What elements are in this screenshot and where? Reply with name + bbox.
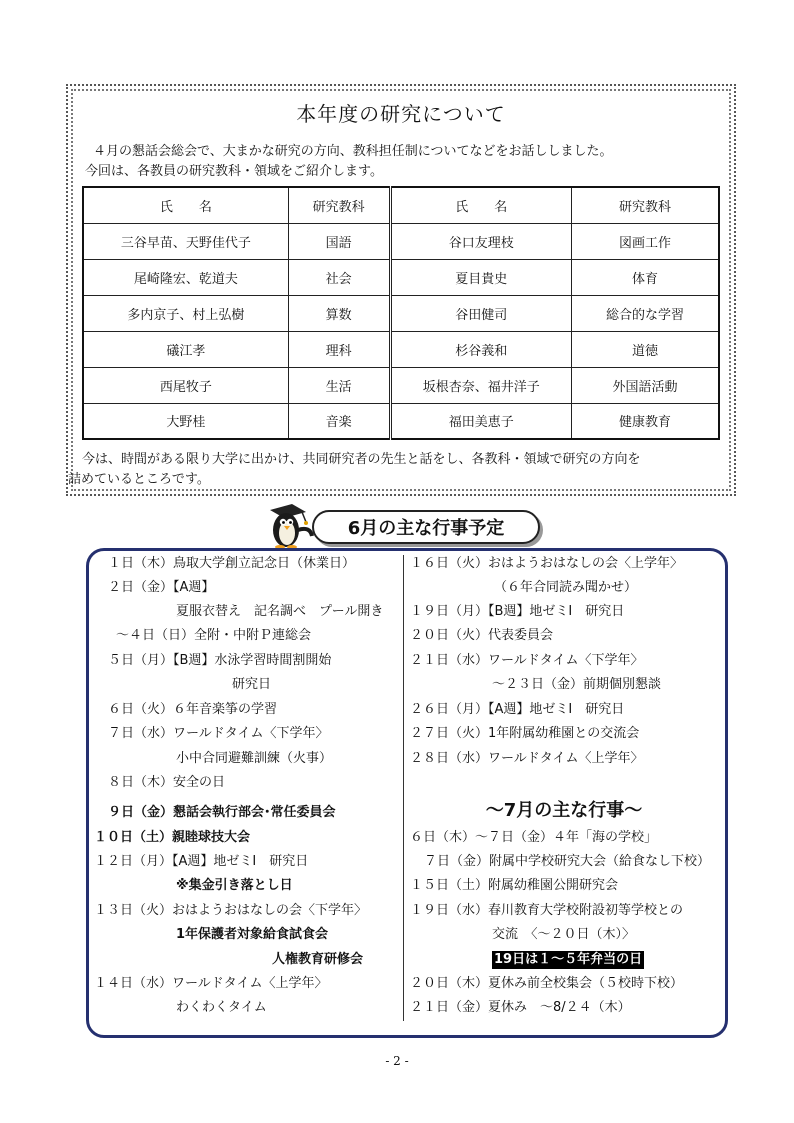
subject: 国語 — [288, 223, 390, 259]
event-item: ６日（木）～７日（金）４年「海の学校」 — [410, 830, 658, 845]
subject: 外国語活動 — [571, 367, 719, 403]
table-row — [83, 259, 719, 295]
event-item: １９日（水）春川教育大学校附設初等学校との — [410, 903, 684, 918]
event-item: １３日（火）おはようおはなしの会〈下学年〉 — [94, 903, 368, 918]
research-outro — [68, 450, 736, 490]
table-header-row — [83, 187, 719, 223]
teacher-name: 夏目貴史 — [390, 259, 571, 295]
research-outro-line1: 今は、時間がある限り大学に出かけ、共同研究者の先生と話をし、各教科・領域で研究の方向を — [82, 452, 641, 467]
research-table — [82, 186, 720, 440]
subject: 体育 — [571, 259, 719, 295]
event-item: ２０日（木）夏休み前全校集会（５校時下校） — [410, 976, 684, 991]
subject: 図画工作 — [571, 223, 719, 259]
table-row — [83, 295, 719, 331]
teacher-name: 坂根杏奈、福井洋子 — [390, 367, 571, 403]
subject: 音楽 — [288, 403, 390, 439]
event-item: ２０日（火）代表委員会 — [410, 628, 554, 643]
event-item: １５日（土）附属幼稚園公開研究会 — [410, 878, 619, 893]
header-name-2: 氏 名 — [390, 187, 571, 223]
event-item: ７日（水）ワールドタイム〈下学年〉 — [108, 726, 329, 741]
event-item: １９日（月）【B週】地ゼミⅠ 研究日 — [410, 604, 625, 619]
research-intro-line1: ４月の懇話会総会で、大まかな研究の方向、教科担任制についてなどをお話ししました。 — [93, 144, 613, 159]
event-item: ６日（火）６年音楽筝の学習 — [108, 702, 278, 717]
teacher-name: 谷田健司 — [390, 295, 571, 331]
event-item: ～４日（日）全附・中附Ｐ連総会 — [116, 628, 312, 643]
subject: 生活 — [288, 367, 390, 403]
event-item: ７日（金）附属中学校研究大会（給食なし下校） — [424, 854, 711, 869]
teacher-name: 三谷早苗、天野佳代子 — [83, 223, 288, 259]
event-item: ２日（金）【A週】 — [108, 580, 215, 595]
event-item: ※集金引き落とし日 — [176, 878, 293, 893]
event-item: １０日（土）親睦球技大会 — [94, 830, 251, 845]
highlighted-event-item: 19日は１～５年弁当の日 — [494, 952, 643, 967]
teacher-name: 杉谷義和 — [390, 331, 571, 367]
subject: 健康教育 — [571, 403, 719, 439]
event-item: 交流 〈～２０日（木）〉 — [492, 927, 636, 942]
subject: 社会 — [288, 259, 390, 295]
event-item: ２１日（金）夏休み ～8/２４（木） — [410, 1000, 631, 1015]
event-item: １日（木）鳥取大学創立記念日（休業日） — [108, 556, 356, 571]
event-item: １６日（火）おはようおはなしの会〈上学年〉 — [410, 556, 684, 571]
event-item: ５日（月）【B週】水泳学習時間割開始 — [108, 653, 332, 668]
subject: 算数 — [288, 295, 390, 331]
table-row — [83, 331, 719, 367]
teacher-name: 福田美恵子 — [390, 403, 571, 439]
research-intro — [85, 142, 612, 182]
event-item: ２８日（水）ワールドタイム〈上学年〉 — [410, 751, 644, 766]
june-events-heading: 6月の主な行事予定 — [312, 510, 540, 544]
event-item: ２７日（火）1年附属幼稚園との交流会 — [410, 726, 640, 741]
event-item: 夏服衣替え 記名調べ プール開き — [176, 604, 384, 619]
subject: 道徳 — [571, 331, 719, 367]
event-item: ９日（金）懇話会執行部会･常任委員会 — [108, 805, 336, 820]
teacher-name: 尾崎隆宏、乾道夫 — [83, 259, 288, 295]
teacher-name: 大野桂 — [83, 403, 288, 439]
july-events-heading: ～7月の主な行事～ — [485, 800, 643, 821]
penguin-mascot-icon — [262, 500, 316, 552]
research-title: 本年度の研究について — [296, 102, 506, 126]
header-subject-2: 研究教科 — [571, 187, 719, 223]
research-intro-line2: 今回は、各教員の研究教科・領域をご紹介します。 — [85, 164, 383, 179]
event-item: 1年保護者対象給食試食会 — [176, 927, 329, 942]
event-item: わくわくタイム — [176, 1000, 267, 1015]
table-row — [83, 403, 719, 439]
subject: 理科 — [288, 331, 390, 367]
event-item: ２６日（月）【A週】地ゼミⅠ 研究日 — [410, 702, 625, 717]
event-item: （６年合同読み聞かせ） — [494, 580, 638, 595]
event-item: 小中合同避難訓練（火事） — [176, 751, 333, 766]
table-row — [83, 223, 719, 259]
header-subject-1: 研究教科 — [288, 187, 390, 223]
page-number: - 2 - — [385, 1054, 409, 1068]
event-item: ～２３日（金）前期個別懇談 — [492, 677, 662, 692]
table-row — [83, 367, 719, 403]
teacher-name: 谷口友理枝 — [390, 223, 571, 259]
subject: 総合的な学習 — [571, 295, 719, 331]
teacher-name: 礒江孝 — [83, 331, 288, 367]
teacher-name: 多内京子、村上弘樹 — [83, 295, 288, 331]
schedule-divider — [403, 555, 404, 1021]
event-item: 人権教育研修会 — [272, 952, 364, 967]
research-outro-line2: 詰めているところです。 — [68, 472, 210, 487]
event-item: １２日（月）【A週】地ゼミⅠ 研究日 — [94, 854, 309, 869]
research-section — [66, 84, 736, 496]
event-item: １４日（水）ワールドタイム〈上学年〉 — [94, 976, 328, 991]
event-item: ２１日（水）ワールドタイム〈下学年〉 — [410, 653, 644, 668]
teacher-name: 西尾牧子 — [83, 367, 288, 403]
event-item: ８日（木）安全の日 — [108, 775, 226, 790]
header-name-1: 氏 名 — [83, 187, 288, 223]
event-item: 研究日 — [232, 677, 272, 692]
